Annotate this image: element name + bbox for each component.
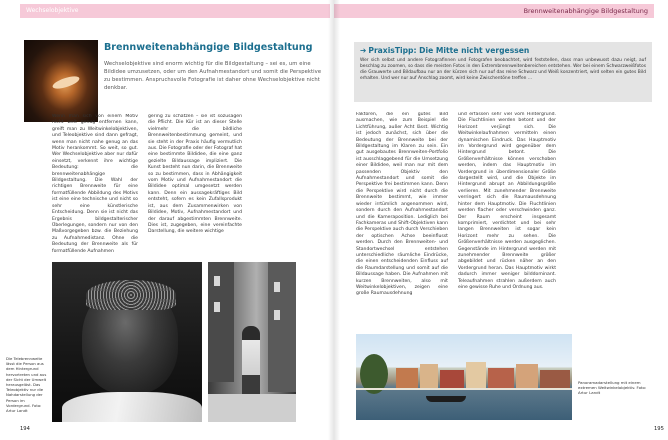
arrow-right-icon: ➔ bbox=[360, 46, 367, 55]
flame-shape bbox=[51, 74, 80, 91]
house-shape bbox=[516, 364, 538, 390]
window bbox=[274, 310, 280, 320]
photo-caption-right: Panoramadarstellung mit einem extremen Weitwinkelobjektiv. Foto: Artur Landt bbox=[578, 380, 647, 396]
building-right bbox=[268, 262, 296, 392]
street-ground bbox=[208, 394, 296, 422]
book-gutter-shadow bbox=[328, 0, 340, 440]
portrait-hair bbox=[86, 280, 176, 310]
body-column-2: gering zu schätzen – sie ist sozusagen die Pflicht. Die Kür ist an dieser Stelle vielmehr die bildliche Brennweitenbestimmung gemeint, und sie steht in der Praxis häufig vermutlich aus. Die Fotografie oder der Fotograf hat eine bestimmte Bildidee, die eine ganz gezielte Bildaussage impliziert. Die Kunst besteht nun darin, die Brennweite so zu bestimmen, dass in Abhängigkeit vom Motiv und Aufnahmestandort die Bildidee optimal umgesetzt werden kann. Denn ein aussagekräftiges Bild entsteht, sofern es kein Zufallsprodukt ist, aus dem Zusammenwirken von Bildidee, Motiv, Aufnahmestandort und der darauf abgestimmten Brennweite. Dies ist, zugegeben, eine vereinfachte Darstellung, die weitere wichtige bbox=[148, 114, 242, 235]
photo-portrait-man bbox=[52, 262, 202, 422]
lead-paragraph: Wechselobjektive sind enorm wichtig für die Bildgestaltung – sei es, um eine Bildidee umzusetzen, oder um den Aufnahmestandort und somit die Perspektive zu bestimmen. Anspruchsvolle Fotografie ist daher ohne Wechselobjektive nicht denkbar. bbox=[104, 61, 322, 91]
window bbox=[214, 302, 220, 312]
quay-line bbox=[356, 388, 572, 390]
photo-canal-panorama bbox=[356, 334, 572, 420]
body-column-3 bbox=[252, 114, 326, 254]
house-shape bbox=[440, 370, 464, 390]
window bbox=[214, 276, 220, 286]
chapter-title: Brennweitenabhängige Bildgestaltung bbox=[104, 42, 313, 53]
body-column-4: Faktoren, die ein gutes Bild ausmachen, wie zum Beispiel die Lichtführung, außer Acht lässt. Wichtig ist jedoch zunächst, sich über die Bedeutung der Brennweite bei der Bildgestaltung im Klaren zu sein. Ein gut ausgebautes Brennweiten-Portfolio ist ausschlaggebend für die Umsetzung einer Bildidee, weil man nur mit dem passenden Objektiv den Aufnahmestandort und somit die Perspektive frei bestimmen kann. Denn die Perspektive wird nicht durch die Brennweite bestimmt, wie immer wieder irrtümlich angenommen wird, sondern durch den Aufnahmestandort und die Kameraposition. Lediglich bei Fachkameras und Shift-Objektiven kann die Perspektive auch durch Verschieben der optischen Achse beeinflusst werden. Durch den Brennweiten- und Standortwechsel entstehen unterschiedliche räumliche Eindrücke, die einen entscheidenden Einfluss auf die Raumdarstellung und somit auf die Bildaussage haben. Die Aufnahmen mit kurzen Brennweiten, also mit Weitwinkelobjektiven, zeigen eine große Raumausdehnung bbox=[356, 112, 448, 297]
page-number-left: 194 bbox=[20, 426, 30, 432]
body-column-5: und erfassen sehr viel vom Hintergrund. Die Fluchtlinien werden betont und der Horizont verjüngt sich. Die Weitwinkelaufnahmen vermitteln einen dynamischen Eindruck. Das Hauptmotiv im Vordergrund wird gegenüber dem Hintergrund betont. Die Größenverhältnisse können verschoben werden, indem das Hauptmotiv im Vordergrund in überdimensionaler Größe dargestellt wird, und die Objekte im Hintergrund abrupt an Abbildungsgröße verlieren. Mit zunehmender Brennweite verringert sich die Raumausdehnung hinter dem Hauptmotiv. Die Fluchtlinien werden flacher oder verschwinden ganz. Der Raum erscheint insgesamt komprimiert, verdichtet und bei sehr langen Brennweiten ist sogar kein Horizont mehr zu sehen. Die Größenverhältnisse werden ausgeglichen. Gegenstände im Hintergrund werden mit zunehmender Brennweite größer abgebildet und rücken näher an den Vordergrund heran. Das Hauptmotiv wirkt dadurch immer weniger bilddominant. Teleaufnahmen strahlen außerdem auch eine gewisse Ruhe und Ordnung aus. bbox=[458, 112, 556, 290]
praxistipp-body: Wer sich selbst und andere Fotografinnen und Fotografen beobachtet, wird feststellen, dass man unbewusst dazu neigt, auf beschlag zu zoomen, so dass die meisten Fotos in den Extrembrennweitenbereichen entstehen. Wer bei einem Schwarzweißfotos die Grauwerte und Bildaufbau nur an der kürzen sich nur auf das reine Schwarz und Weiß konzentriert, wird selten ein gutes Bild erhalten. Und wer nur auf Anschlag zoomt, wird keine Zwischentöne treffen ... bbox=[360, 58, 646, 81]
house-shape bbox=[488, 368, 514, 390]
thumbnail-photo-candle bbox=[24, 40, 98, 122]
page-number-right: 195 bbox=[654, 426, 664, 432]
praxistipp-box bbox=[354, 42, 652, 102]
body-column-6 bbox=[566, 112, 652, 332]
house-shape bbox=[540, 370, 570, 390]
right-page bbox=[334, 0, 668, 440]
body-column-1: Wenn man sich von einem Motiv nicht weit genug entfernen kann, greift man zu Weitwinkelobjektiven, und Teleobjektive sind dann gefragt, wenn man nicht nahe genug an das Motiv herankommt. So weit, so gut. Wer Wechselobjektive aber nur dafür einsetzt, verkennt ihre wichtige Bedeutung: die brennweitenabhängige Bildgestaltung. Die Wahl der richtigen Brennweite für eine formatfüllende Abbildung des Motivs ist eine eine technische und nicht so sehr eine künstlerische Entscheidung. Denn sie ist nicht das Ergebnis bildgestalterischer Überlegungen, sondern nur von den Maßvorgegeben bzw. die Beziehung zu Aufnahmedistanz. Ohne die Bedeutung der Brennweite als für formatfüllende Aufnahmen bbox=[52, 114, 138, 254]
building-left bbox=[208, 262, 234, 382]
window bbox=[274, 282, 280, 292]
photo-street-scene bbox=[208, 262, 296, 422]
photo-caption-left: Die Telebrennweite lässt die Person aus dem Hintergrund hervortreten und aus der Sicht der Umwelt herausgelöst. Das Teleobjektiv nur die Nahdarstellung der Person im Vordergrund. Foto: Artur Landt bbox=[6, 356, 47, 414]
portrait-collar bbox=[62, 392, 202, 422]
boat-shape bbox=[426, 396, 466, 402]
running-header-left: Wechselobjektive bbox=[20, 4, 330, 18]
praxistipp-title bbox=[360, 46, 646, 55]
house-shape bbox=[396, 368, 418, 390]
house-shape bbox=[466, 362, 486, 390]
house-shape bbox=[420, 364, 438, 390]
running-header-right: Brennweitenabhängige Bildgestaltung bbox=[334, 4, 654, 18]
praxistipp-title-text: PraxisTipp: Die Mitte nicht vergessen bbox=[368, 46, 530, 55]
walking-person bbox=[242, 326, 260, 396]
